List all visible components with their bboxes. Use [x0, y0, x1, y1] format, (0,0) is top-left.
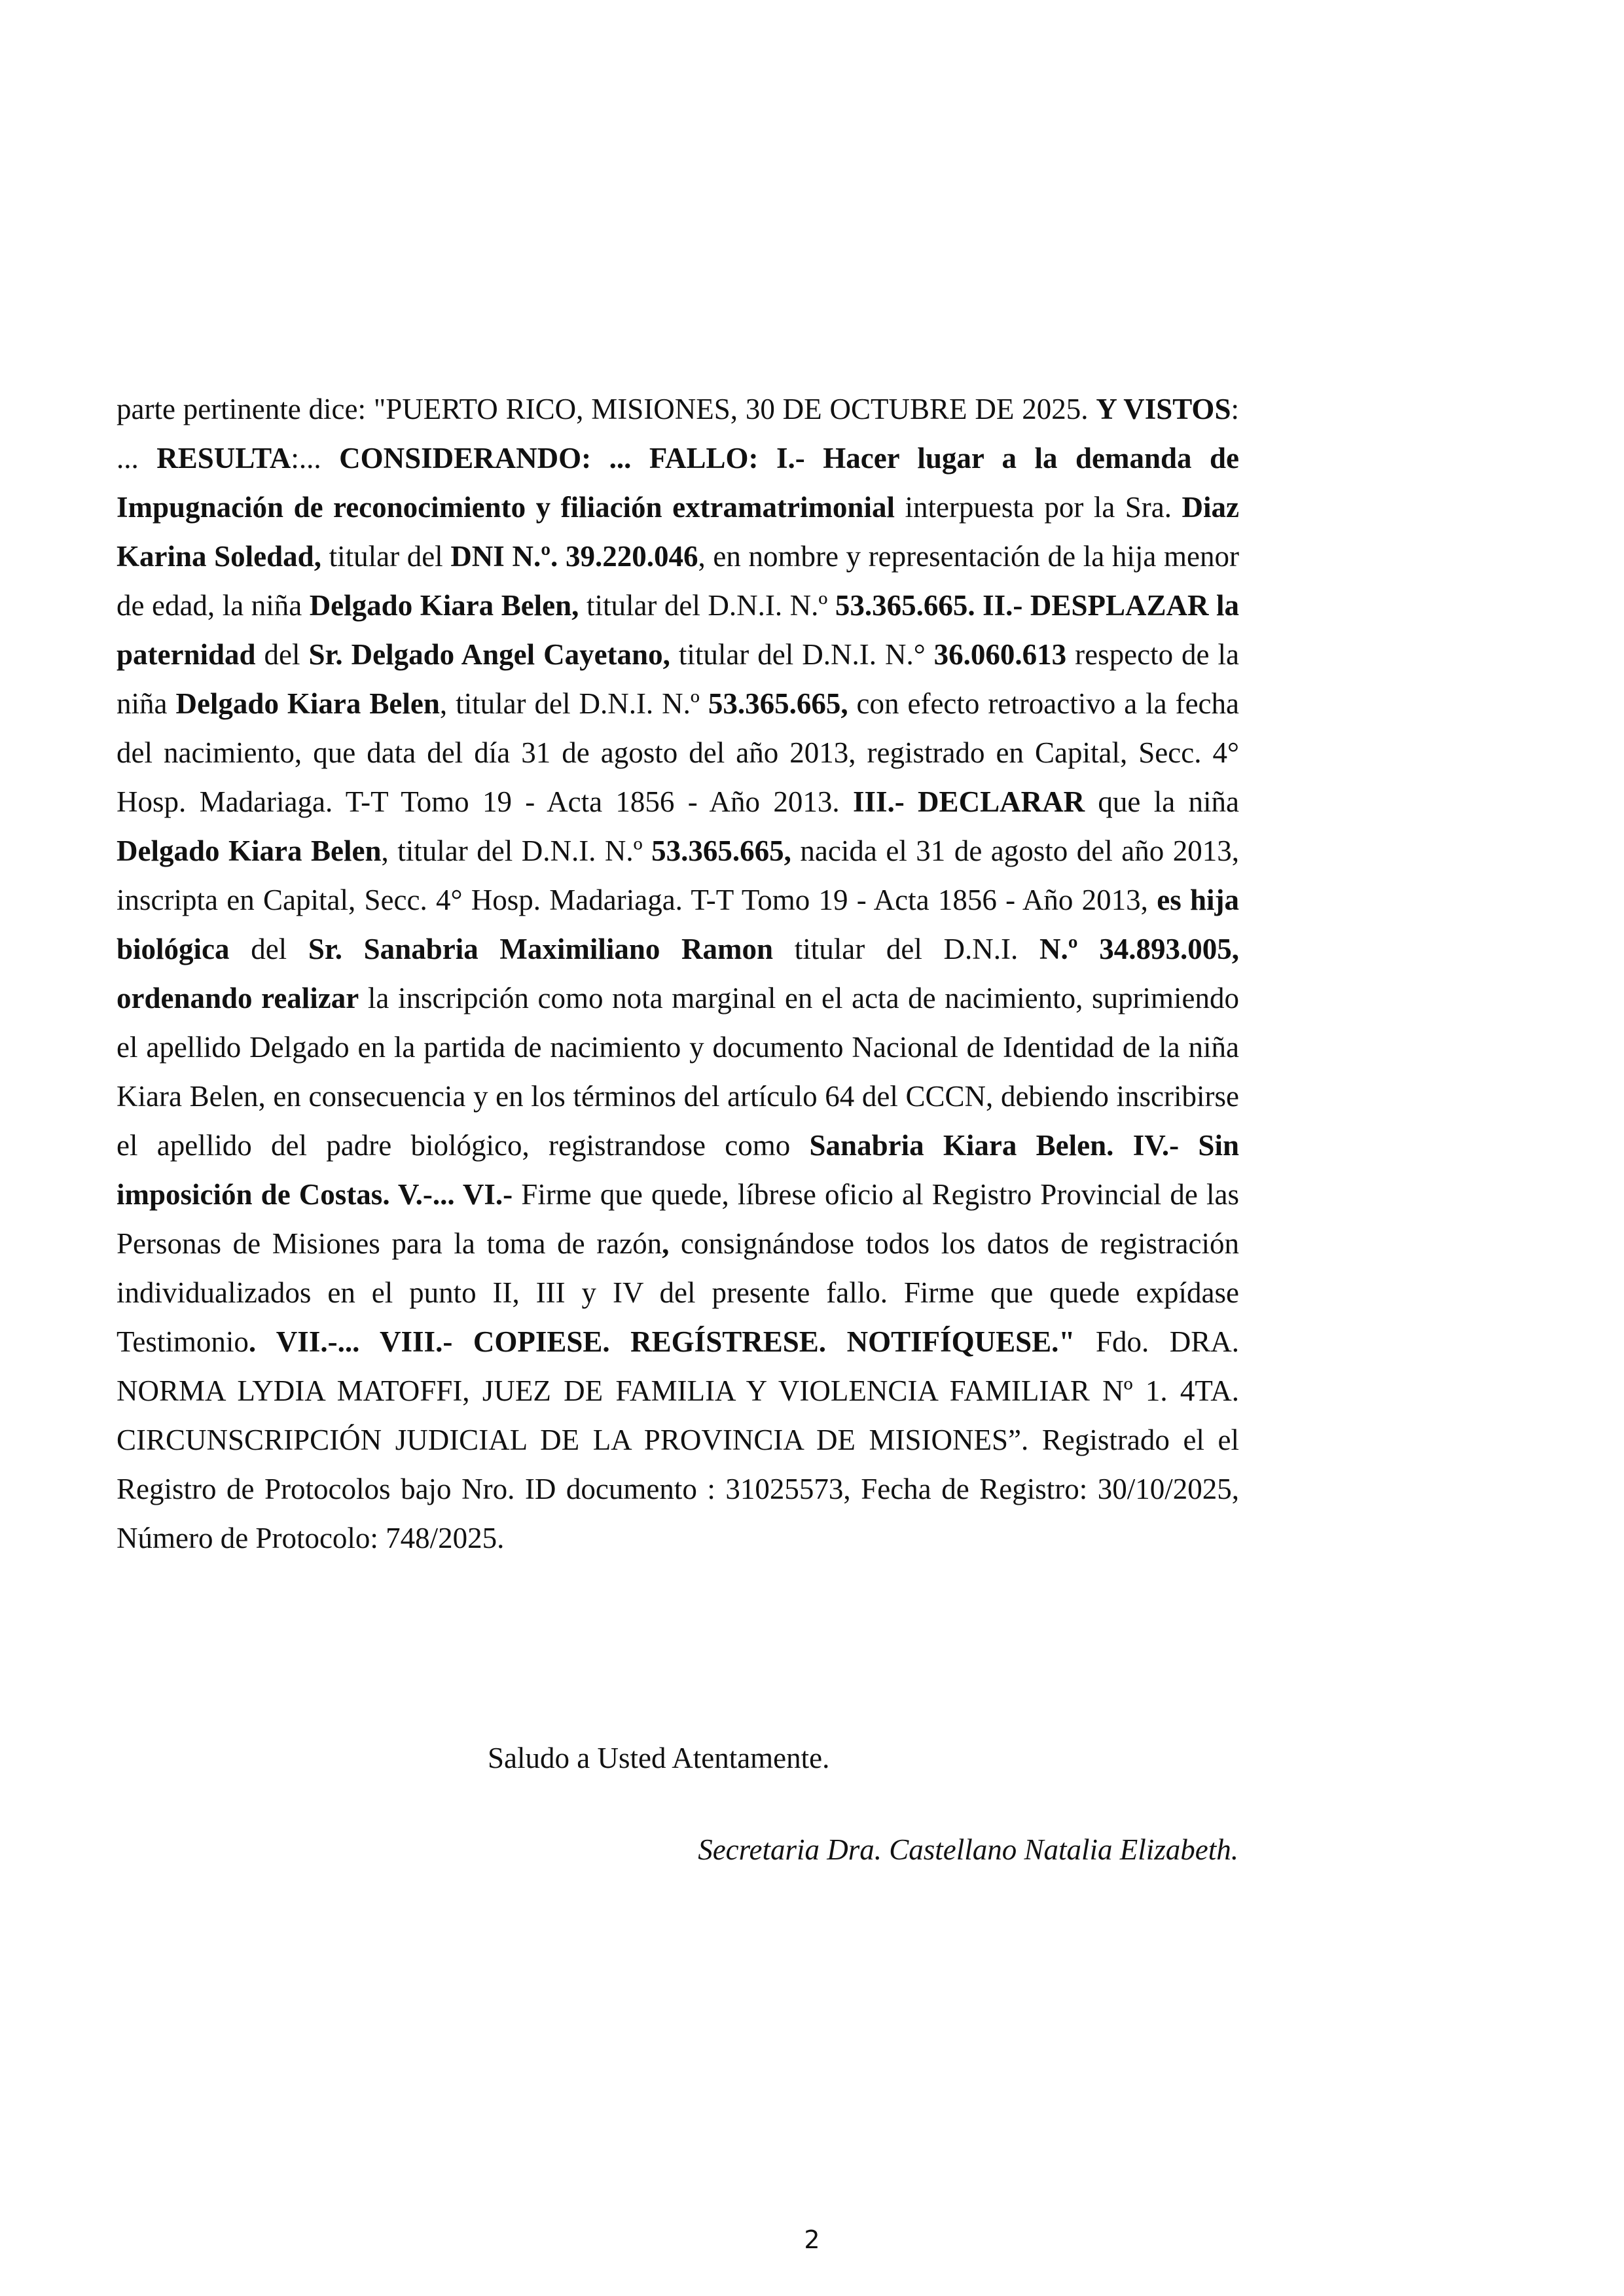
- text-run: : ...: [117, 393, 1239, 475]
- text-run: , titular del D.N.I. N.º: [381, 834, 652, 867]
- bold-text-run: Sr. Sanabria Maximiliano Ramon: [308, 933, 774, 965]
- text-run: Fdo. DRA. NORMA LYDIA MATOFFI, JUEZ DE FAMILIA Y VIOLENCIA FAMILIAR Nº 1. 4TA. CIRCUNSCRIPCIÓN JUDICIAL DE LA PROVINCIA DE MISIONES”. Registrado el el Registro de Protocolos bajo Nro. ID documento : 31025573, Fecha de Registro: 30/10/2025, Número de Protocolo: 748/2025.: [117, 1325, 1239, 1554]
- bold-text-run: Sanabria Kiara Belen. IV.- Sin imposición de Costas. V.-... VI.-: [117, 1129, 1239, 1211]
- bold-text-run: CONSIDERANDO: ... FALLO: I.- Hacer lugar a la demanda de Impugnación de reconocimiento y filiación extramatrimonial: [117, 442, 1240, 524]
- text-run: interpuesta por la Sra.: [894, 491, 1182, 524]
- text-run: titular del D.N.I. N.°: [670, 638, 934, 671]
- resolution-body-text: [117, 385, 1239, 1563]
- bold-text-run: 53.365.665,: [651, 834, 791, 867]
- text-run: , en nombre y representación de la hija menor de edad, la niña: [117, 540, 1239, 622]
- bold-text-run: Delgado Kiara Belen: [175, 687, 440, 720]
- text-run: que la niña: [1085, 785, 1239, 818]
- text-run: titular del D.N.I.: [773, 933, 1039, 965]
- bold-text-run: 53.365.665,: [708, 687, 848, 720]
- text-run: , titular del D.N.I. N.º: [439, 687, 708, 720]
- text-run: titular del: [321, 540, 451, 573]
- closing-salutation: Saludo a Usted Atentamente.: [488, 1742, 830, 1774]
- text-run: :...: [291, 442, 340, 475]
- text-run: titular del D.N.I. N.º: [579, 589, 835, 622]
- bold-text-run: ,: [662, 1227, 670, 1260]
- bold-text-run: es hija biológica: [117, 884, 1240, 965]
- text-run: consignándose todos los datos de registración individualizados en el punto II, III y IV del presente fallo. Firme que quede expídase Testimonio: [117, 1227, 1239, 1358]
- bold-text-run: Diaz Karina Soledad,: [117, 491, 1239, 573]
- bold-text-run: DNI N.º. 39.220.046: [450, 540, 698, 573]
- text-run: del: [255, 638, 309, 671]
- text-run: la inscripción como nota marginal en el acta de nacimiento, suprimiendo el apellido Delgado en la partida de nacimiento y documento Nacional de Identidad de la niña Kiara Belen, en consecuencia y en los términos del artículo 64 del CCCN, debiendo inscribirse el apellido del padre biológico, registrandose como: [117, 982, 1240, 1162]
- bold-text-run: . VII.-... VIII.- COPIESE. REGÍSTRESE. NOTIFÍQUESE.": [248, 1325, 1075, 1358]
- bold-text-run: N.º 34.893.005, ordenando realizar: [117, 933, 1239, 1014]
- text-run: nacida el 31 de agosto del año 2013, inscripta en Capital, Secc. 4° Hosp. Madariaga. T-T Tomo 19 - Acta 1856 - Año 2013,: [117, 834, 1239, 916]
- bold-text-run: 36.060.613: [933, 638, 1067, 671]
- bold-text-run: III.- DECLARAR: [852, 785, 1085, 818]
- text-run: con efecto retroactivo a la fecha del nacimiento, que data del día 31 de agosto del año 2013, registrado en Capital, Secc. 4° Hosp. Madariaga. T-T Tomo 19 - Acta 1856 - Año 2013.: [117, 687, 1240, 818]
- page-number: 2: [804, 2225, 820, 2254]
- text-run: Firme que quede, líbrese oficio al Registro Provincial de las Personas de Misiones para la toma de razón: [117, 1178, 1240, 1260]
- bold-text-run: 53.365.665. II.- DESPLAZAR la paternidad: [117, 589, 1239, 671]
- bold-text-run: Y VISTOS: [1096, 393, 1231, 425]
- bold-text-run: Delgado Kiara Belen: [117, 834, 382, 867]
- text-run: del: [229, 933, 308, 965]
- text-run: respecto de la niña: [117, 638, 1239, 720]
- text-run: parte pertinente dice: "PUERTO RICO, MISIONES, 30 DE OCTUBRE DE 2025.: [117, 393, 1096, 425]
- bold-text-run: RESULTA: [156, 442, 291, 475]
- bold-text-run: Sr. Delgado Angel Cayetano,: [308, 638, 670, 671]
- bold-text-run: Delgado Kiara Belen,: [309, 589, 579, 622]
- signature-line: Secretaria Dra. Castellano Natalia Elizabeth.: [698, 1833, 1238, 1866]
